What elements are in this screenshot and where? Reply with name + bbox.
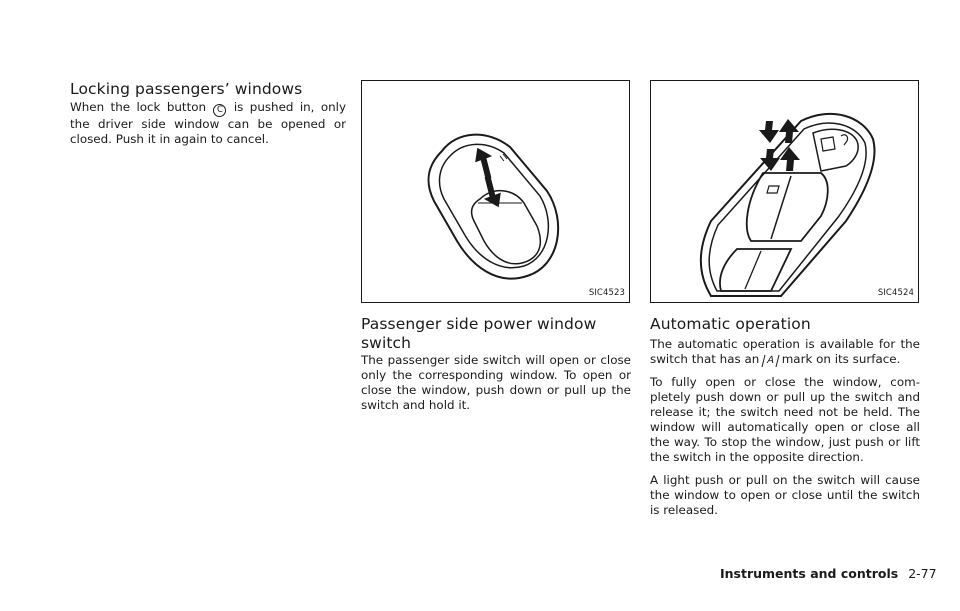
figure-code: SIC4523 xyxy=(588,288,625,298)
locking-description xyxy=(70,100,346,147)
locking-text-before-icon: When the lock button xyxy=(70,100,207,114)
passenger-switch-illustration xyxy=(362,81,628,301)
lock-button-icon: C xyxy=(213,104,226,117)
page-number: 2-77 xyxy=(908,566,937,581)
auto-mark-icon: A xyxy=(762,355,780,367)
automatic-paragraph-1 xyxy=(650,337,920,367)
heading-passenger-side-power-window-switch: Passenger side power window switch xyxy=(361,315,597,352)
automatic-paragraph-2: To fully open or close the window, com-pletely push down or pull up the switch and release it; the switch need not be held. The window will automatically open or close all the way. To stop the window, just push or lift the switch in the opposite direction. xyxy=(650,375,920,464)
figure-passenger-switch xyxy=(361,80,630,303)
auto-text-after-mark: mark on its surface. xyxy=(781,352,901,366)
passenger-switch-description xyxy=(361,353,631,413)
auto-text-before-mark: The automatic operation is available for the switch that has an xyxy=(650,337,920,366)
figure-automatic-switch xyxy=(650,80,919,303)
automatic-paragraph-3: A light push or pull on the switch will cause the window to open or close until the switch is released. xyxy=(650,473,920,517)
page-footer xyxy=(720,566,937,581)
driver-switch-panel-illustration xyxy=(651,81,917,301)
locking-text-after-icon: is pushed in, only the driver side window can be opened or closed. Push it in again to cancel. xyxy=(70,100,347,146)
heading-automatic-operation: Automatic operation xyxy=(650,315,811,333)
footer-section-title: Instruments and controls xyxy=(720,566,899,581)
figure-code: SIC4524 xyxy=(877,288,914,298)
heading-locking-passengers-windows: Locking passengers’ windows xyxy=(70,80,303,98)
automatic-operation-description xyxy=(650,337,920,526)
passenger-switch-paragraph: The passenger side switch will open or close only the corresponding window. To open or close the window, push down or pull up the switch and hold it. xyxy=(361,353,631,412)
locking-paragraph xyxy=(70,100,346,147)
